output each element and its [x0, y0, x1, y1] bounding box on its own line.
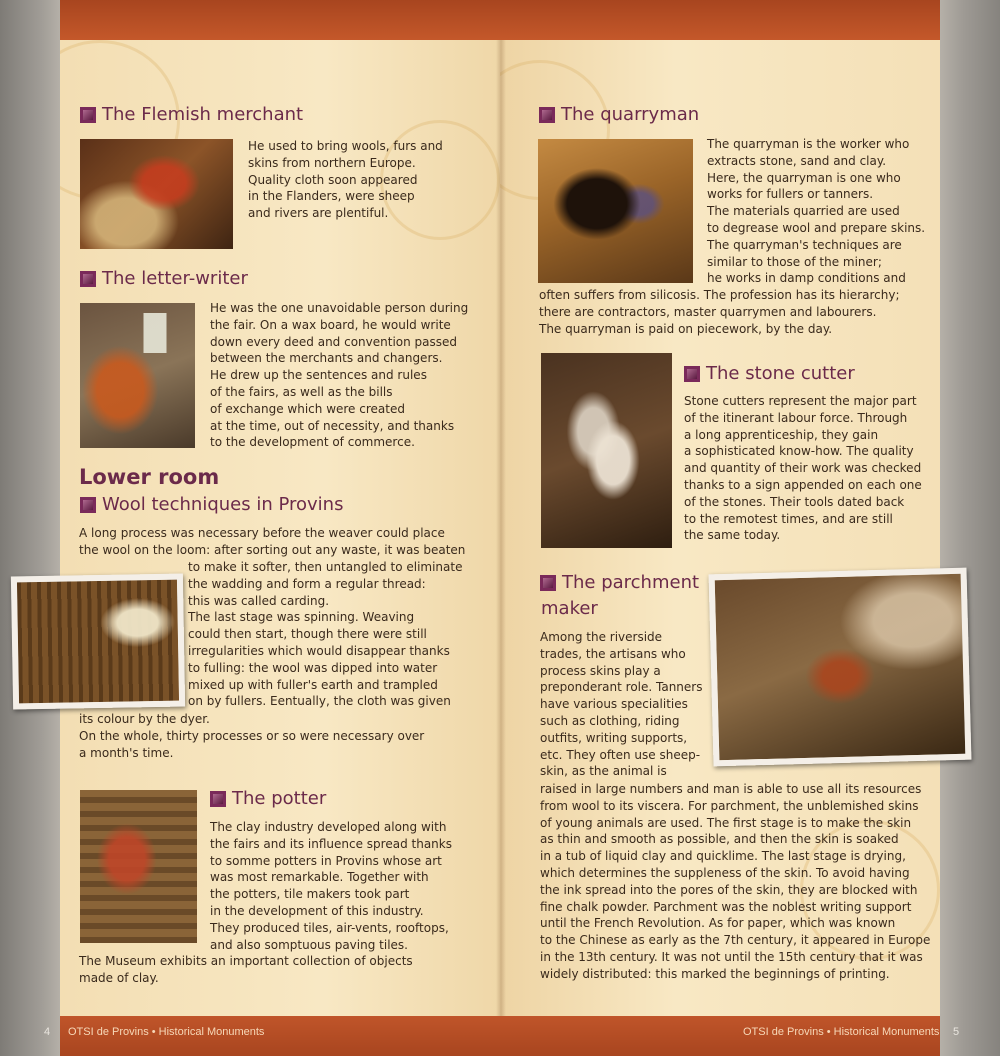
potter-text: The clay industry developed along with the fairs and its influence spread thanks to somme potters in Provins whose art was most remarkable. Together with the potters, tile makers took part in the development of this industry. They produced tiles, air-vents, rooftops, and also somptuous paving tiles. [210, 820, 452, 952]
parchment-end-text: raised in large numbers and man is able to use all its resources from wool to its viscera. For parchment, the unblemished skins of young animals are used. The first stage is to make the skin as thin and smooth as possible, and then the skin is soaked in a tub of liquid clay and quicklime. The last stage is drying, which determines the suppleness of the skin. To avoid having the ink spread into the pores of the skin, they are blocked with fine chalk powder. Parchment was the noblest writing support until the French Revolution. As for paper, which was known to the Chinese as early as the 7th century, it appeared in Europe in the 13th century. It was not until the 15th century that it was widely distributed: this marked the beginnings of printing. [540, 782, 931, 981]
scan-margin-left [0, 0, 60, 1056]
wool-loom-photo [11, 574, 185, 710]
section-heading-flemish-merchant: The Flemish merchant [80, 104, 303, 125]
footer-text-right: OTSI de Provins • Historical Monuments [743, 1026, 940, 1038]
quarryman-photo [538, 139, 693, 283]
heading-bullet-icon [210, 791, 226, 807]
top-band-left [60, 0, 500, 40]
section-heading-wool-techniques: Wool techniques in Provins [80, 494, 343, 515]
scan-margin-right [940, 0, 1000, 1056]
stone-cutter-photo [541, 353, 672, 548]
potter-photo [80, 790, 197, 943]
heading-bullet-icon [80, 271, 96, 287]
flemish-merchant-photo [80, 139, 233, 249]
section-heading-letter-writer: The letter-writer [80, 268, 248, 289]
page-gutter [496, 0, 506, 1056]
stone-cutter-text: Stone cutters represent the major part of the itinerant labour force. Through a long apprenticeship, they gain a sophisticated know-how. The quality and quantity of their work was checked thanks to a sign appended on each one of the stones. Their tools dated back to the remotest times, and are still the same today. [684, 394, 922, 543]
section-heading-parchment-maker: The parchment [540, 572, 699, 593]
parchment-text: Among the riverside trades, the artisans who process skins play a preponderant role. Tanners have various specialities such as clothing, riding outfits, writing supports, etc. They often use sheep- skin, as the animal is [540, 630, 703, 779]
top-band-right [500, 0, 940, 40]
section-heading-parchment-maker-line2: maker [541, 598, 598, 619]
heading-bullet-icon [80, 497, 96, 513]
wool-middle-text: to make it softer, then untangled to eliminate the wadding and form a regular thread: this was called carding. The last stage was spinning. Weaving could then start, though there were still irregularities which would disappear thanks to fulling: the wool was dipped into water mixed up with fuller's earth and trampled on by fullers. Eentually, the cloth was given [188, 560, 463, 709]
quarryman-text: The quarryman is the worker who extracts stone, sand and clay. Here, the quarryman is one who works for fullers or tanners. The materials quarried are used to degrease wool and prepare skins. The quarryman's techniques are similar to those of the miner; he works in damp conditions and [707, 137, 926, 286]
letter-writer-photo [80, 303, 195, 448]
flemish-merchant-text: He used to bring wools, furs and skins from northern Europe. Quality cloth soon appeared in the Flanders, were sheep and rivers are plentiful. [248, 139, 443, 221]
heading-bullet-icon [539, 107, 555, 123]
section-heading-potter: The potter [210, 788, 326, 809]
page-number-right: 5 [953, 1026, 960, 1038]
potter-end-text: The Museum exhibits an important collection of objects made of clay. [79, 954, 413, 985]
parchment-maker-photo [709, 568, 972, 767]
section-heading-quarryman: The quarryman [539, 104, 699, 125]
lower-room-title: Lower room [79, 465, 220, 489]
page-number-left: 4 [44, 1026, 51, 1038]
letter-writer-text: He was the one unavoidable person during the fair. On a wax board, he would write down every deed and convention passed between the merchants and changers. He drew up the sentences and rules of the fairs, as well as the bills of exchange which were created at the time, out of necessity, and thanks to the development of commerce. [210, 301, 469, 450]
heading-bullet-icon [80, 107, 96, 123]
quarryman-end-text: often suffers from silicosis. The profession has its hierarchy; there are contractors, master quarrymen and labourers. The quarryman is paid on piecework, by the day. [539, 288, 900, 336]
heading-bullet-icon [684, 366, 700, 382]
wool-intro-text: A long process was necessary before the weaver could place the wool on the loom: after sorting out any waste, it was beaten [79, 526, 466, 557]
footer-text-left: OTSI de Provins • Historical Monuments [68, 1026, 265, 1038]
section-heading-stone-cutter: The stone cutter [684, 363, 855, 384]
wool-end-text: its colour by the dyer. On the whole, thirty processes or so were necessary over a month's time. [79, 712, 425, 760]
heading-bullet-icon [540, 575, 556, 591]
